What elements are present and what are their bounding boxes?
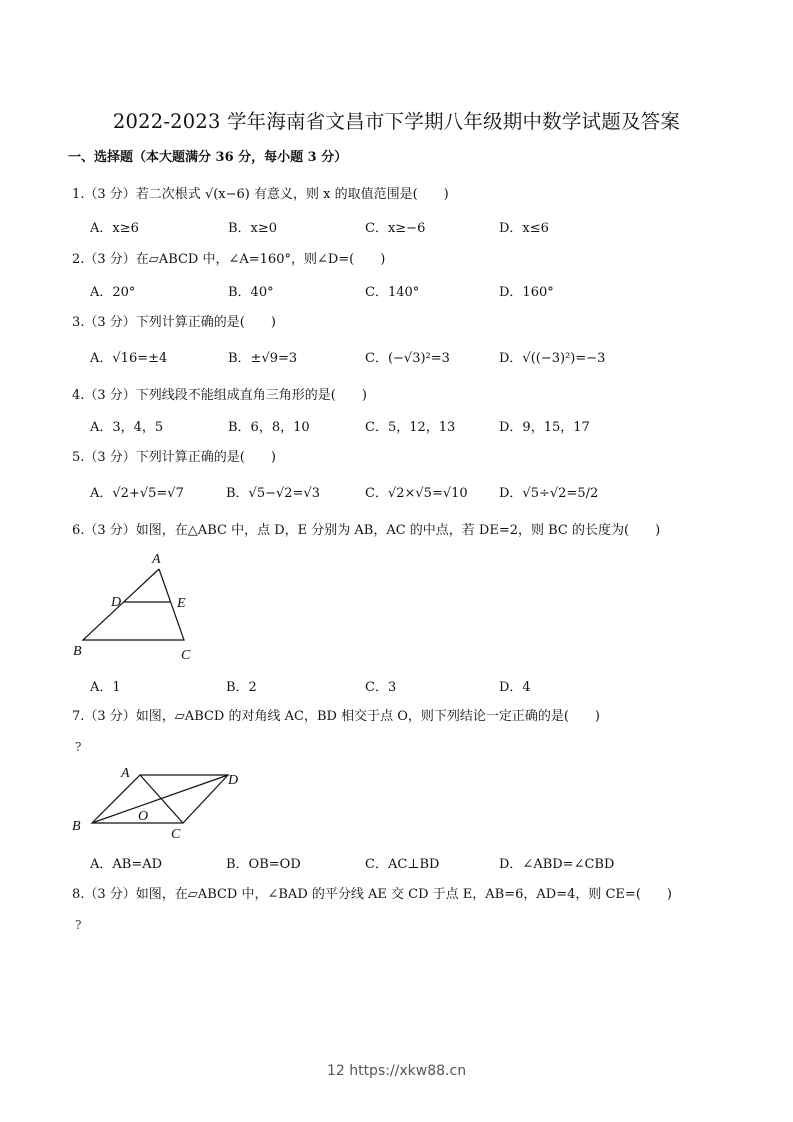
question-5-stem: 5.（3 分）下列计算正确的是( ) xyxy=(72,450,276,465)
q4-option-c: C．5，12，13 xyxy=(365,420,456,435)
label-b: B xyxy=(72,819,81,834)
q3-option-d: D．√((−3)²)=−3 xyxy=(499,351,606,366)
q2-option-c: C．140° xyxy=(365,285,420,300)
page-title: 2022-2023 学年海南省文昌市下学期八年级期中数学试题及答案 xyxy=(112,110,681,133)
q1-option-c: C．x≥−6 xyxy=(365,221,426,236)
q7-option-d: D．∠ABD=∠CBD xyxy=(499,857,615,872)
question-7-stem: 7.（3 分）如图，▱ABCD 的对角线 AC，BD 相交于点 O，则下列结论一定正确的是( ) xyxy=(72,709,600,724)
q1-option-a: A．x≥6 xyxy=(90,221,139,236)
q7-option-a: A．AB=AD xyxy=(90,857,163,872)
q6-option-a: A．1 xyxy=(90,680,121,695)
label-c: C xyxy=(171,827,181,842)
missing-image-placeholder: ? xyxy=(75,740,82,754)
q5-option-a: A．√2+√5=√7 xyxy=(90,486,184,501)
missing-image-placeholder: ? xyxy=(75,918,82,932)
q3-option-a: A．√16=±4 xyxy=(90,351,168,366)
q4-option-b: B．6，8，10 xyxy=(228,420,310,435)
question-8-stem: 8.（3 分）如图，在▱ABCD 中，∠BAD 的平分线 AE 交 CD 于点 E，AB=6，AD=4，则 CE=( ) xyxy=(72,887,672,902)
q4-option-a: A．3，4，5 xyxy=(90,420,164,435)
q4-option-d: D．9，15，17 xyxy=(499,420,590,435)
question-1-stem: 1.（3 分）若二次根式 √(x−6) 有意义，则 x 的取值范围是( ) xyxy=(72,187,449,202)
q6-option-c: C．3 xyxy=(365,680,397,695)
label-d: D xyxy=(228,773,239,788)
question-6-stem: 6.（3 分）如图，在△ABC 中，点 D，E 分别为 AB，AC 的中点，若 DE=2，则 BC 的长度为( ) xyxy=(72,523,661,538)
q3-option-c: C．(−√3)²=3 xyxy=(365,351,450,366)
q5-option-b: B．√5−√2=√3 xyxy=(226,486,321,501)
label-o: O xyxy=(138,809,149,824)
label-b: B xyxy=(73,644,82,659)
q6-option-d: D．4 xyxy=(499,680,531,695)
question-2-stem: 2.（3 分）在▱ABCD 中，∠A=160°，则∠D=( ) xyxy=(72,252,386,267)
q6-option-b: B．2 xyxy=(226,680,257,695)
q2-option-d: D．160° xyxy=(499,285,554,300)
question-3-stem: 3.（3 分）下列计算正确的是( ) xyxy=(72,315,276,330)
parallelogram-figure xyxy=(60,760,260,845)
q5-option-c: C．√2×√5=√10 xyxy=(365,486,468,501)
q2-option-a: A．20° xyxy=(90,285,136,300)
label-a: A xyxy=(121,766,130,781)
q1-option-d: D．x≤6 xyxy=(499,221,549,236)
label-d: D xyxy=(111,595,122,610)
label-a: A xyxy=(152,552,161,567)
section-heading: 一、选择题（本大题满分 36 分，每小题 3 分） xyxy=(68,150,348,165)
question-4-stem: 4.（3 分）下列线段不能组成直角三角形的是( ) xyxy=(72,388,367,403)
q7-option-b: B．OB=OD xyxy=(226,857,301,872)
q7-option-c: C．AC⊥BD xyxy=(365,857,440,872)
q3-option-b: B．±√9=3 xyxy=(228,351,298,366)
label-e: E xyxy=(177,596,186,611)
label-c: C xyxy=(181,648,191,663)
q1-option-b: B．x≥0 xyxy=(228,221,278,236)
q2-option-b: B．40° xyxy=(228,285,274,300)
q5-option-d: D．√5÷√2=5/2 xyxy=(499,486,599,501)
triangle-figure xyxy=(60,545,260,670)
page-footer: 12 https://xkw88.cn xyxy=(326,1063,467,1079)
